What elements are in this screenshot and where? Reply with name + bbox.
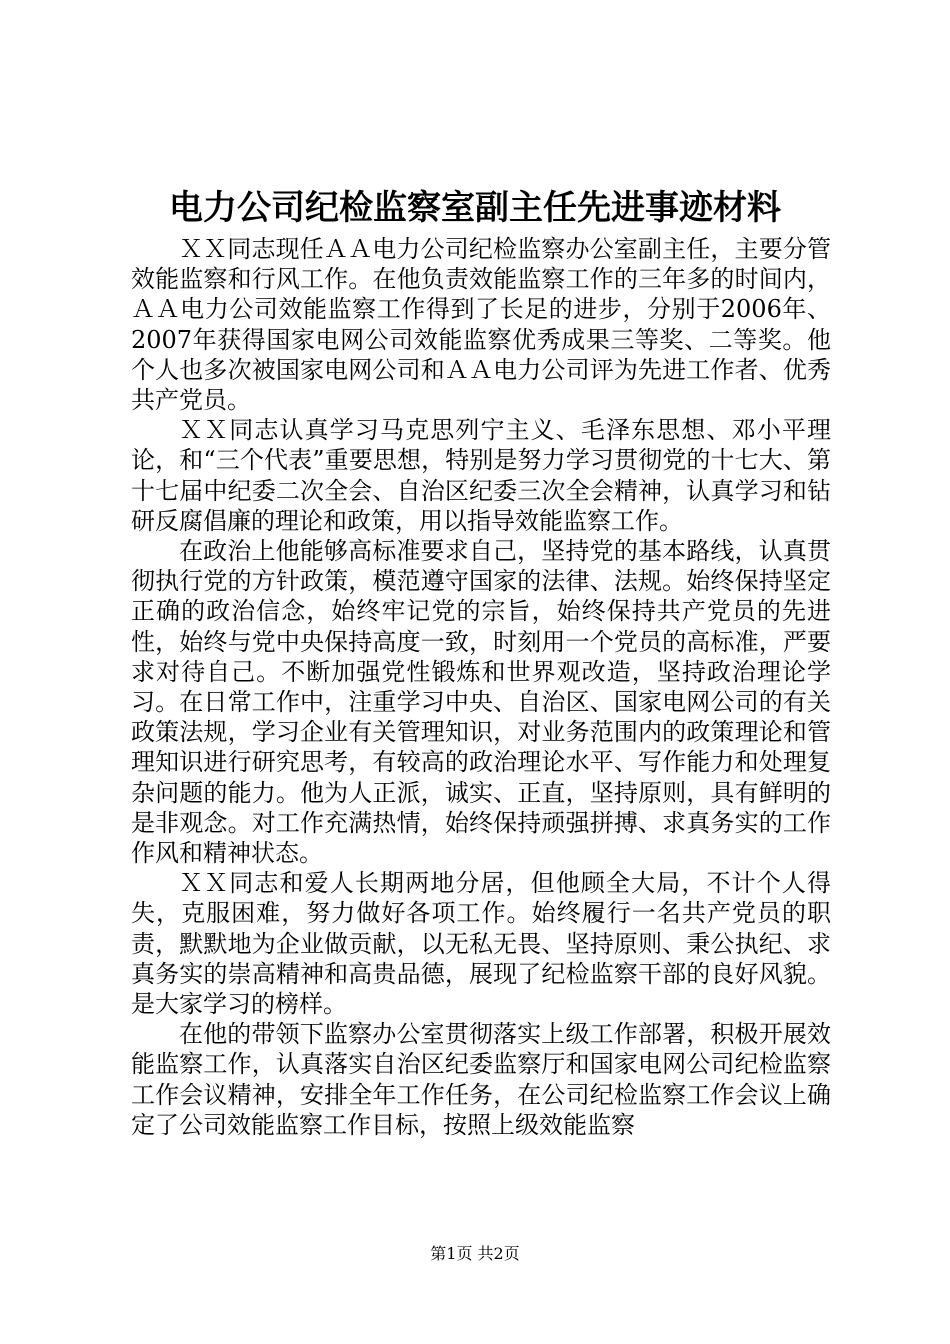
page-footer: 第1页 共2页 — [430, 1244, 520, 1263]
paragraph: 在他的带领下监察办公室贯彻落实上级工作部署，积极开展效能监察工作，认真落实自治区纪委监察厅和国家电网公司纪检监察工作会议精神，安排全年工作任务，在公司纪检监察工作会议上确定了公司效能监察工作目标，按照上级效能监察 — [131, 1020, 831, 1139]
paragraph: 在政治上他能够高标准要求自己，坚持党的基本路线，认真贯彻执行党的方针政策，模范遵守国家的法律、法规。始终保持坚定正确的政治信念，始终牢记党的宗旨，始终保持共产党员的先进性，始终与党中央保持高度一致，时刻用一个党员的高标准，严要求对待自己。不断加强党性锻炼和世界观改造，坚持政治理论学习。在日常工作中，注重学习中央、自治区、国家电网公司的有关政策法规，学习企业有关管理知识，对业务范围内的政策理论和管理知识进行研究思考，有较高的政治理论水平、写作能力和处理复杂问题的能力。他为人正派，诚实、正直，坚持原则，具有鲜明的是非观念。对工作充满热情，始终保持顽强拼搏、求真务实的工作作风和精神状态。 — [131, 537, 831, 868]
document-body — [131, 234, 831, 1140]
document-title: 电力公司纪检监察室副主任先进事迹材料 — [169, 188, 781, 228]
paragraph: ＸＸ同志现任ＡＡ电力公司纪检监察办公室副主任，主要分管效能监察和行风工作。在他负责效能监察工作的三年多的时间内，ＡＡ电力公司效能监察工作得到了长足的进步，分别于2006年、2007年获得国家电网公司效能监察优秀成果三等奖、二等奖。他个人也多次被国家电网公司和ＡＡ电力公司评为先进工作者、优秀共产党员。 — [131, 235, 831, 415]
paragraph: ＸＸ同志认真学习马克思列宁主义、毛泽东思想、邓小平理论，和“三个代表”重要思想，特别是努力学习贯彻党的十七大、第十七届中纪委二次全会、自治区纪委三次全会精神，认真学习和钻研反腐倡廉的理论和政策，用以指导效能监察工作。 — [131, 416, 831, 535]
paragraph: ＸＸ同志和爱人长期两地分居，但他顾全大局，不计个人得失，克服困难，努力做好各项工作。始终履行一名共产党员的职责，默默地为企业做贡献，以无私无畏、坚持原则、秉公执纪、求真务实的崇高精神和高贵品德，展现了纪检监察干部的良好风貌。是大家学习的榜样。 — [131, 869, 831, 1019]
